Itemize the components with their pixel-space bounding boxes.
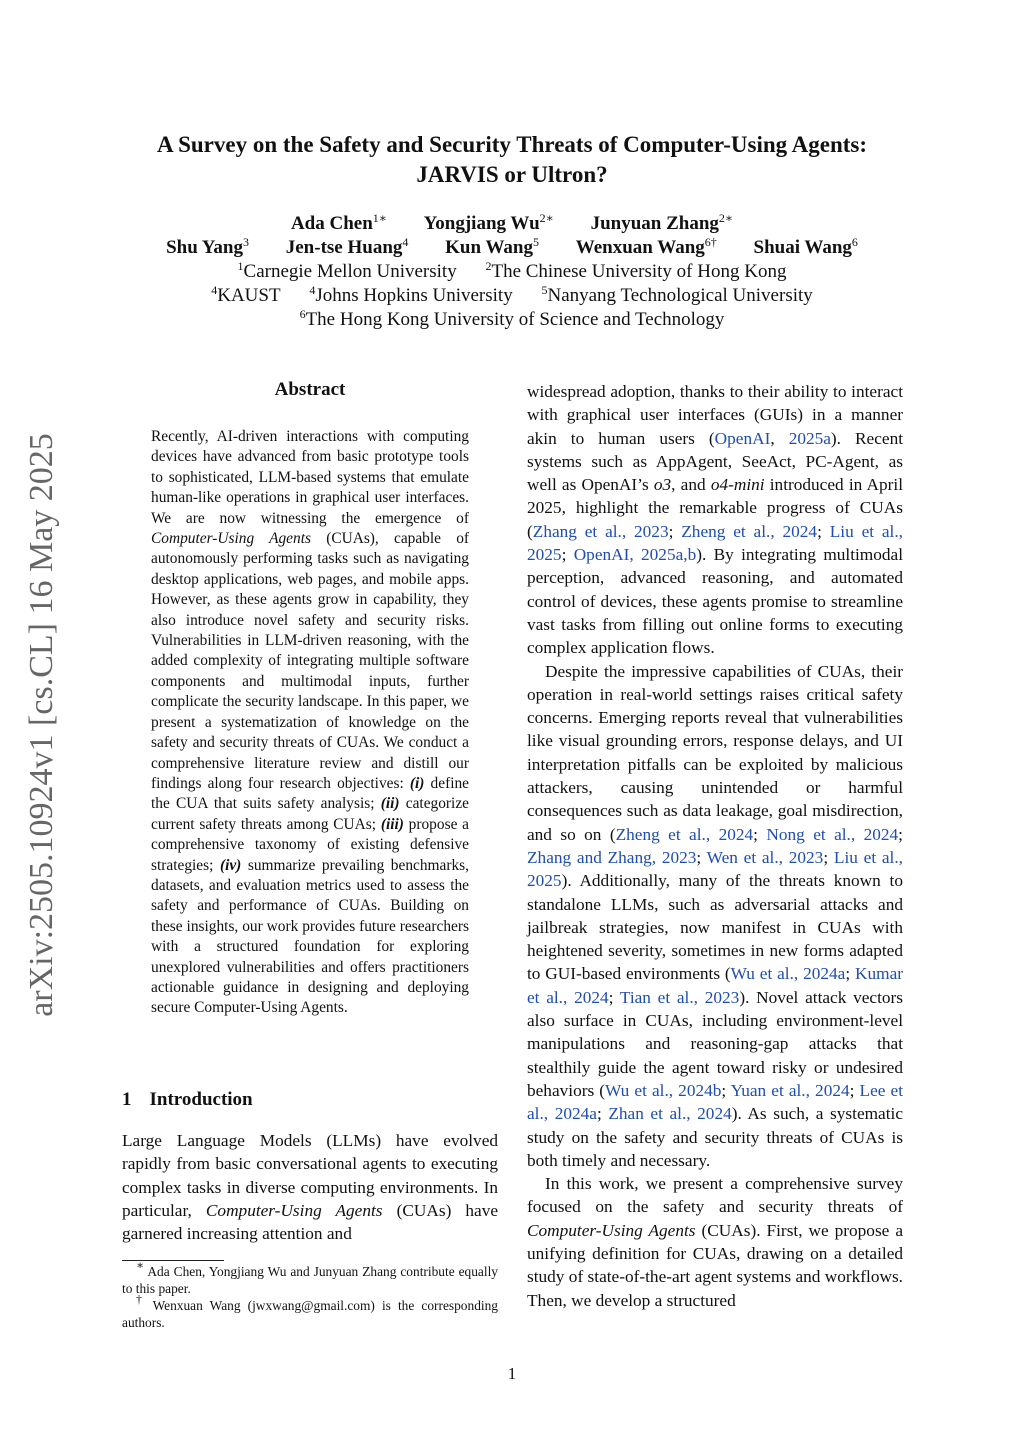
citation-link[interactable]: Wu et al., 2024b xyxy=(605,1080,722,1100)
section-number: 1 xyxy=(122,1089,132,1110)
abstract-heading: Abstract xyxy=(274,379,346,400)
author-line-2 xyxy=(80,236,944,260)
author-mark: 5 xyxy=(533,235,539,249)
objective-marker: (ii) xyxy=(380,795,400,813)
citation-link[interactable]: Tian et al., 2023 xyxy=(619,987,740,1007)
citation-link[interactable]: Zhang et al., 2023 xyxy=(532,521,669,541)
affiliation-name: The Chinese University of Hong Kong xyxy=(491,261,787,282)
affiliation-mark: 2 xyxy=(485,259,492,273)
citation-link[interactable]: Zhan et al., 2024 xyxy=(608,1104,732,1124)
page-number: 1 xyxy=(507,1364,517,1383)
affiliation-mark: 5 xyxy=(541,283,548,297)
citation-link[interactable]: 2025a xyxy=(788,428,831,448)
author-name: Shuai Wang xyxy=(753,237,852,258)
text: ; xyxy=(849,1080,860,1100)
author xyxy=(286,237,409,258)
affiliation-mark: 4 xyxy=(211,283,218,297)
author xyxy=(291,213,387,234)
citation-link[interactable]: Zheng et al., 2024 xyxy=(681,521,818,541)
citation-link[interactable]: OpenAI, 2025a,b xyxy=(573,545,697,565)
emphasis: o3 xyxy=(653,475,672,495)
text: ; xyxy=(721,1080,731,1100)
paragraph-3 xyxy=(527,1172,903,1312)
affiliation-line-1 xyxy=(80,260,944,284)
author-name: Shu Yang xyxy=(166,237,243,258)
affiliation xyxy=(309,285,512,306)
section-title: Introduction xyxy=(149,1089,253,1110)
citation-link[interactable]: Zheng et al., 2024 xyxy=(615,824,754,844)
author-mark: 2∗ xyxy=(718,211,734,225)
affiliation-name: The Hong Kong University of Science and Technology xyxy=(305,309,725,330)
emphasis: Computer-Using Agents xyxy=(205,1200,383,1220)
paragraph-2 xyxy=(527,660,903,1173)
footnotes xyxy=(122,1258,499,1331)
text: ; xyxy=(608,987,620,1007)
author xyxy=(576,237,717,258)
citation-link[interactable]: OpenAI xyxy=(714,428,771,448)
text: ; xyxy=(596,1104,609,1124)
author-name: Wenxuan Wang xyxy=(575,237,705,258)
citation-link[interactable]: Liu et al., 2025 xyxy=(527,847,903,891)
paragraph-1 xyxy=(527,380,903,660)
text: propose a comprehensive taxonomy of existing defensive strategies; xyxy=(151,815,469,874)
text: ). Novel attack vectors also surface in CUAs, including environment-level manipulations and reasoning-gap attacks that stealthily guide the agent toward risky or undesired behaviors ( xyxy=(527,987,903,1100)
affiliation-line-3 xyxy=(80,308,944,332)
author xyxy=(445,237,539,258)
author-name: Jen-tse Huang xyxy=(285,237,403,258)
text: (CUAs). First, we propose a unifying definition for CUAs, drawing on a detailed study of state-of-the-art agent systems and workflows. Then, we develop a structured xyxy=(527,1220,903,1310)
text: ; xyxy=(898,824,903,844)
author xyxy=(166,237,249,258)
affiliation xyxy=(485,261,786,282)
author-mark: 6 xyxy=(851,235,858,249)
affiliation-name: Johns Hopkins University xyxy=(315,285,513,306)
text: define the CUA that suits safety analysis; xyxy=(151,774,469,813)
citation-link[interactable]: Kumar et al., 2024 xyxy=(527,964,904,1007)
footnote-1 xyxy=(122,1258,499,1297)
author-mark: 4 xyxy=(402,235,409,249)
author-name: Junyuan Zhang xyxy=(590,213,719,234)
citation-link[interactable]: Nong et al., 2024 xyxy=(766,824,899,844)
text: ; xyxy=(668,521,682,541)
text: ). Recent systems such as AppAgent, SeeAct, PC-Agent, as well as OpenAI’s xyxy=(527,428,904,495)
text: categorize current safety threats among CUAs; xyxy=(151,795,469,833)
arxiv-stamp xyxy=(20,420,64,1030)
affiliation xyxy=(238,261,457,282)
text: Despite the impressive capabilities of CUAs, their operation in real-world settings raises critical safety concerns. Emerging reports reveal that vulnerabilities like visual grounding errors, response delays, and UI interpretation pitfalls can be exploited by malicious attackers, causing unintended or harmful consequences such as data leakage, goal misdirection, and so on ( xyxy=(527,661,903,844)
author-line-1 xyxy=(80,212,944,236)
text: widespread adoption, thanks to their ability to interact with graphical user interfaces (GUIs) in a manner akin to human users ( xyxy=(527,382,903,448)
text: , xyxy=(770,428,789,448)
affiliation-name: KAUST xyxy=(217,285,281,306)
text: ; xyxy=(817,521,830,541)
author xyxy=(754,237,858,258)
text: Recently, AI-driven interactions with computing devices have advanced from basic prototype tools to sophisticated, LLM-based systems that emulate human-like operations in graphical user interfaces. We are now witnessing the emergence of xyxy=(151,428,469,527)
text: ). By integrating multimodal perception, advanced reasoning, and automated control of devices, these agents promise to streamline vast tasks from filling out online forms to executing complex application flows. xyxy=(527,545,903,658)
footnote-mark: † xyxy=(136,1292,146,1306)
author-mark: 1∗ xyxy=(372,211,387,225)
footnote-2 xyxy=(122,1292,498,1331)
text: In this work, we present a comprehensive survey focused on the safety and security threats of xyxy=(527,1174,903,1217)
author-mark: 2∗ xyxy=(539,211,554,225)
affiliation-line-2 xyxy=(80,284,944,308)
text: ; xyxy=(561,545,574,565)
citation-link[interactable]: Liu et al., 2025 xyxy=(527,521,904,565)
text: ; xyxy=(696,847,707,867)
author-mark: 6† xyxy=(704,235,717,249)
author xyxy=(591,213,733,234)
text: ; xyxy=(823,847,834,867)
text: (CUAs), capable of autonomously performing tasks such as navigating desktop applications, web pages, and mobile apps. However, as these agents grow in capability, they also introduce novel safety and security risks. Vulnerabilities in LLM-driven reasoning, with the added complexity of integrating multiple software components and multimodal inputs, further complicate the security landscape. In this paper, we present a systematization of knowledge on the safety and security threats of CUAs. We conduct a comprehensive literature review and distill our findings along four research objectives: xyxy=(151,530,470,792)
title-line-2: JARVIS or Ultron? xyxy=(416,162,608,187)
text: ; xyxy=(845,964,856,984)
affiliation-name: Carnegie Mellon University xyxy=(243,261,457,282)
author-name: Kun Wang xyxy=(445,237,533,258)
text: ). Additionally, many of the threats known to standalone LLMs, such as adversarial attacks and jailbreak strategies, now manifest in CUAs with heightened severity, sometimes in new forms adapted to GUI-based environments ( xyxy=(527,871,903,984)
intro-paragraph xyxy=(122,1129,498,1245)
affiliation-mark: 1 xyxy=(237,259,244,273)
objective-marker: (iii) xyxy=(380,815,404,833)
title-line-1: A Survey on the Safety and Security Threats of Computer-Using Agents: xyxy=(156,132,868,157)
citation-link[interactable]: Yuan et al., 2024 xyxy=(730,1080,850,1100)
author-mark: 3 xyxy=(243,235,249,249)
emphasis: Computer-Using Agents xyxy=(151,530,311,548)
text: ; xyxy=(753,824,767,844)
affiliation xyxy=(541,285,812,306)
citation-link[interactable]: Wen et al., 2023 xyxy=(706,847,824,867)
text: introduced in April 2025, highlight the remarkable progress of CUAs ( xyxy=(527,475,903,541)
author-block xyxy=(80,212,944,332)
footnote-text: Wenxuan Wang (jwxwang@gmail.com) is the corresponding authors. xyxy=(122,1298,498,1330)
citation-link[interactable]: Wu et al., 2024a xyxy=(730,964,846,984)
citation-link[interactable]: Lee et al., 2024a xyxy=(527,1080,903,1124)
author-name: Ada Chen xyxy=(290,213,373,234)
text: summarize prevailing benchmarks, datasets, and evaluation metrics used to assess the safety and performance of CUAs. Building on these insights, our work provides future researchers with a structured foundation for exploring unexplored vulnerabilities and offers practitioners actionable guidance in designing and deploying secure Computer-Using Agents. xyxy=(151,856,470,1017)
affiliation xyxy=(211,285,280,306)
footnote-mark: ∗ xyxy=(136,1258,145,1272)
objective-marker: (i) xyxy=(409,774,425,792)
emphasis: Computer-Using Agents xyxy=(527,1220,696,1240)
affiliation-mark: 4 xyxy=(309,283,316,297)
text: , and xyxy=(671,475,711,495)
arxiv-id: arXiv:2505.10924v1 [cs.CL] 16 May 2025 xyxy=(23,433,60,1017)
affiliation-name: Nanyang Technological University xyxy=(547,285,813,306)
section-heading-introduction xyxy=(122,1089,253,1111)
right-column xyxy=(527,380,903,1312)
text: Large Language Models (LLMs) have evolved rapidly from basic conversational agents to executing complex tasks in diverse computing environments. In particular, xyxy=(122,1131,498,1220)
footnote-text: Ada Chen, Yongjiang Wu and Junyuan Zhang contribute equally to this paper. xyxy=(122,1264,499,1296)
affiliation-mark: 6 xyxy=(299,307,306,321)
emphasis: o4-mini xyxy=(710,475,765,495)
citation-link[interactable]: Zhang and Zhang, 2023 xyxy=(527,847,697,867)
paper-title xyxy=(80,130,944,190)
abstract-body xyxy=(151,427,469,1019)
text: ). As such, a systematic study on the safety and security threats of CUAs is both timely and necessary. xyxy=(527,1104,903,1170)
objective-marker: (iv) xyxy=(219,856,242,874)
text: (CUAs) have garnered increasing attention and xyxy=(122,1200,499,1244)
author xyxy=(424,213,554,234)
author-name: Yongjiang Wu xyxy=(423,213,540,234)
affiliation xyxy=(300,309,725,330)
